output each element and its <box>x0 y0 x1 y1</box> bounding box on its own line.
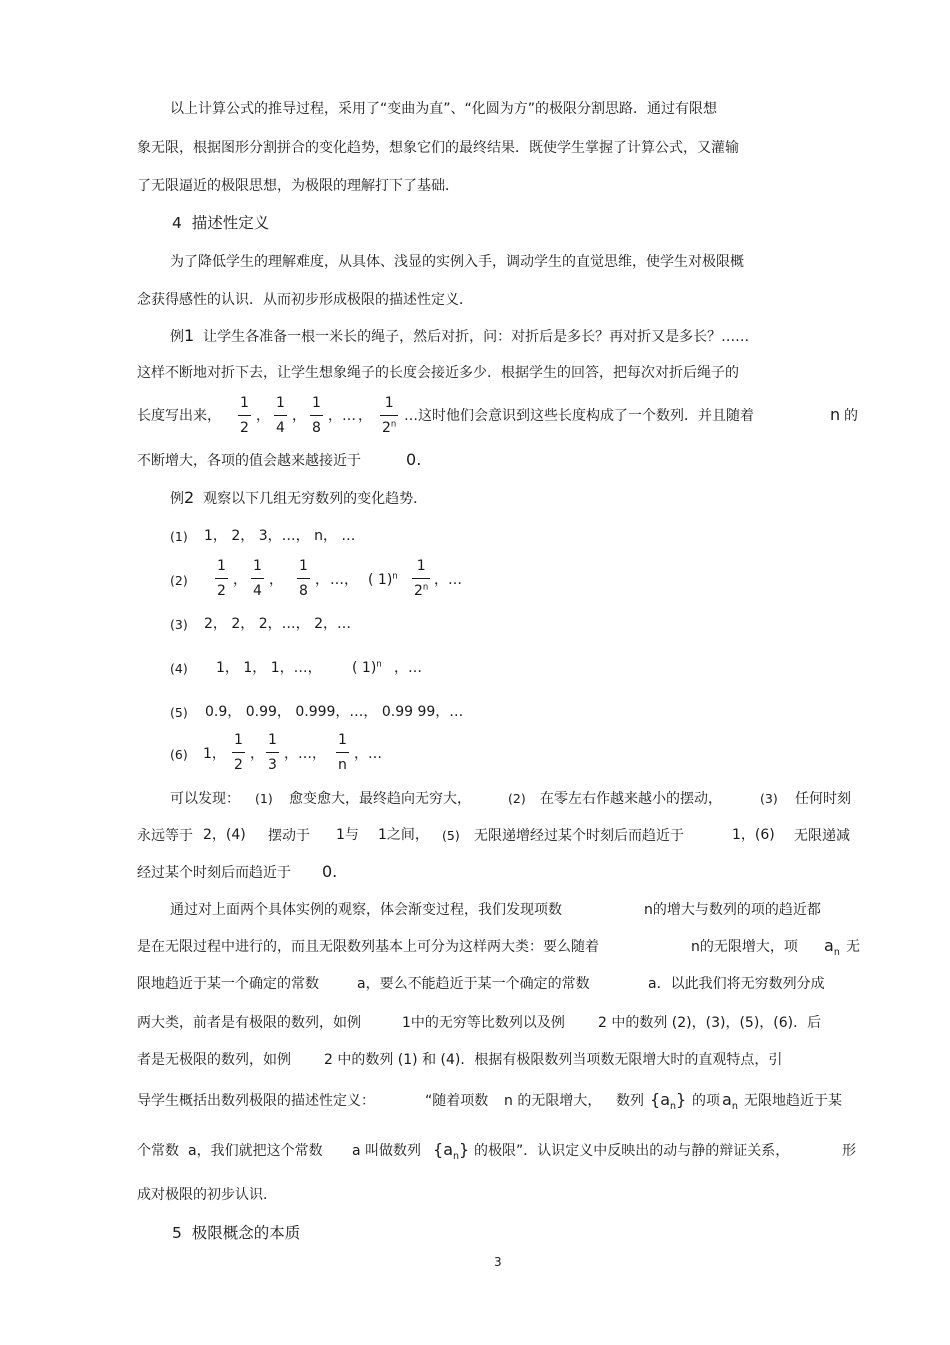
paragraph-4-line-1-a: 通过对上面两个具体实例的观察，体会渐变过程，我们发现项数 <box>170 902 562 918</box>
sequence-3: 2， 2， 2，…， 2，… <box>204 616 351 632</box>
fraction-one-half: $\frac{1}{2}$ <box>240 395 249 436</box>
sequence-2-term-3: $\frac{1}{8}$ <box>299 558 308 599</box>
example-1-number: 1 <box>184 326 195 345</box>
paragraph-1-line-2: 象无限，根据图形分割拼合的变化趋势，想象它们的最终结果．既使学生掌握了计算公式，又灌输 <box>137 140 739 156</box>
sequence-6-general-term: $\frac{1}{n}$ <box>338 732 347 773</box>
sequence-6-term-2: $\frac{1}{2}$ <box>234 732 243 773</box>
fraction-one-over-two-to-n: $\frac{1}{2^n}$ <box>382 395 397 436</box>
example-1-line-4: 不断增大，各项的值会越来越接近于 <box>137 453 361 469</box>
section-4-title: 描述性定义 <box>191 214 270 232</box>
paragraph-2-line-1: 为了降低学生的理解难度，从具体、浅显的实例入手，调动学生的直觉思维，使学生对极限概 <box>170 254 744 270</box>
paragraph-4-line-4-a: 两大类，前者是有极限的数列，如例 <box>137 1015 361 1031</box>
sequence-4-general-term: ( 1)$^n$ <box>352 659 382 676</box>
paragraph-3-line-1-a: 可以发现： <box>170 791 240 807</box>
sequence-1-label: (1) <box>170 529 188 544</box>
paragraph-1-line-1: 以上计算公式的推导过程，采用了“变曲为直”、“化圆为方”的极限分割思路．通过有限想 <box>170 101 718 117</box>
paragraph-3-line-3-a: 经过某个时刻后而趋近于 <box>137 865 291 881</box>
example-1-line-2: 这样不断地对折下去，让学生想象绳子的长度会接近多少．根据学生的回答，把每次对折后绳子的 <box>137 365 739 381</box>
sequence-5: 0.9， 0.99， 0.999，…， 0.99 99，… <box>205 704 464 720</box>
limit-zero: 0. <box>406 450 422 469</box>
comma: ， <box>328 408 342 424</box>
paragraph-4-line-7-a: 个常数 <box>137 1143 179 1159</box>
sequence-1: 1， 2， 3，…， n， … <box>204 528 356 544</box>
paragraph-4-line-8: 成对极限的初步认识. <box>137 1187 268 1203</box>
sequence-4-label: (4) <box>170 661 188 676</box>
comma: ， <box>292 408 306 424</box>
sequence-2-term-1: $\frac{1}{2}$ <box>217 558 226 599</box>
section-4-number: 4 <box>172 214 182 232</box>
paragraph-4-line-5-a: 者是无极限的数列，如例 <box>137 1052 291 1068</box>
example-1-line-3-mid: …这时他们会意识到这些长度构成了一个数列．并且随着 <box>404 408 754 424</box>
sequence-a-n-braces: $\{a_n\}$ <box>650 1090 687 1113</box>
ellipsis: … <box>342 408 356 424</box>
example-2-number: 2 <box>184 488 195 507</box>
section-4-heading <box>172 214 269 232</box>
paragraph-2-line-2: 念获得感性的认识．从而初步形成极限的描述性定义． <box>137 292 473 308</box>
sequence-2-term-2: $\frac{1}{4}$ <box>253 558 262 599</box>
comma: ， <box>358 408 372 424</box>
sequence-2-general-term: $\frac{1}{2^n}$ <box>414 558 429 599</box>
example-1-line-3-end: 的 <box>844 408 858 424</box>
example-1-line-3-lead: 长度写出来， <box>137 408 221 424</box>
sequence-4: 1， 1， 1，…， <box>216 660 322 676</box>
example-2-intro: 例2 观察以下几组无穷数列的变化趋势． <box>170 488 428 507</box>
section-5-heading <box>172 1224 300 1242</box>
page-number: 3 <box>494 1255 502 1269</box>
variable-n: n <box>830 405 841 424</box>
section-5-number: 5 <box>172 1224 182 1242</box>
sequence-2-sign: ( 1)$^n$ <box>368 571 398 588</box>
paragraph-4-line-6-a: 导学生概括出数列极限的描述性定义： <box>137 1093 375 1109</box>
comma: ， <box>256 408 270 424</box>
fraction-one-eighth: $\frac{1}{8}$ <box>312 395 321 436</box>
sequence-6-label: (6) <box>170 747 188 762</box>
paragraph-3-line-2-a: 永远等于 <box>137 828 193 844</box>
sequence-6-term-3: $\frac{1}{3}$ <box>268 732 277 773</box>
sequence-2-label: (2) <box>170 573 188 588</box>
term-a-n: $a_n$ <box>824 936 840 959</box>
section-5-title: 极限概念的本质 <box>191 1224 301 1242</box>
paragraph-4-line-3-a: 限地趋近于某一个确定的常数 <box>137 976 319 992</box>
fraction-one-quarter: $\frac{1}{4}$ <box>276 395 285 436</box>
paragraph-1-line-3: 了无限逼近的极限思想，为极限的理解打下了基础． <box>137 178 459 194</box>
sequence-6-first: 1， <box>203 746 226 762</box>
sequence-3-label: (3) <box>170 617 188 632</box>
paragraph-4-line-2-a: 是在无限过程中进行的，而且无限数列基本上可分为这样两大类：要么随着 <box>137 939 599 955</box>
sequence-5-label: (5) <box>170 705 188 720</box>
example-1-line-1: 例1 让学生各准备一根一米长的绳子，然后对折，问：对折后是多长？再对折又是多长？…… <box>170 326 750 345</box>
